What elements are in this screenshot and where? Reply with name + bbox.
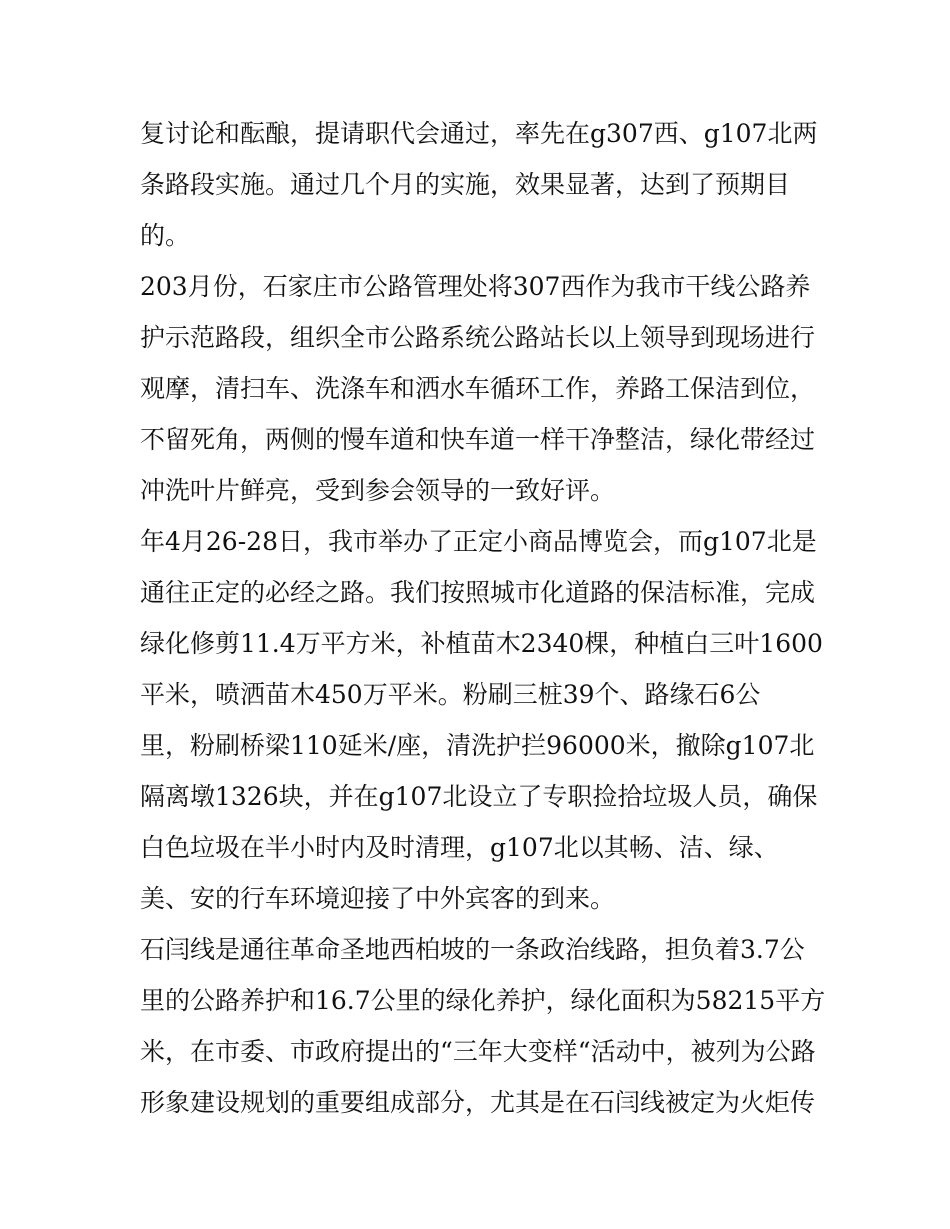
text-line: 平米，喷洒苗木450万平米。粉刷三桩39个、路缘石6公 [140, 680, 761, 709]
text-line: 里，粉刷桥梁110延米/座，清洗护拦96000米，撤除g107北 [140, 731, 815, 760]
text-line: 条路段实施。通过几个月的实施，效果显著，达到了预期目 [140, 170, 791, 199]
text-line: 白色垃圾在半小时内及时清理，g107北以其畅、洁、绿、 [140, 833, 779, 862]
text-line: 通往正定的必经之路。我们按照城市化道路的保洁标准，完成 [140, 578, 816, 607]
text-line: 冲洗叶片鲜亮，受到参会领导的一致好评。 [140, 476, 616, 505]
text-line: 隔离墩1326块，并在g107北设立了专职捡拾垃圾人员，确保 [140, 782, 818, 811]
text-line: 复讨论和酝酿，提请职代会通过，率先在g307西、g107北两 [140, 119, 818, 148]
text-line: 观摩，清扫车、洗涤车和洒水车循环工作，养路工保洁到位， [140, 374, 816, 403]
document-body [140, 108, 826, 1128]
text-line: 石闫线是通往革命圣地西柏坡的一条政治线路，担负着3.7公 [140, 935, 805, 964]
text-line: 绿化修剪11.4万平方米，补植苗木2340棵，种植白三叶1600 [140, 629, 823, 658]
text-line: 里的公路养护和16.7公里的绿化养护，绿化面积为58215平方 [140, 986, 826, 1015]
text-line: 护示范路段，组织全市公路系统公路站长以上领导到现场进行 [140, 323, 816, 352]
text-line: 不留死角，两侧的慢车道和快车道一样干净整洁，绿化带经过 [140, 425, 816, 454]
text-line: 203月份，石家庄市公路管理处将307西作为我市干线公路养 [140, 272, 811, 301]
text-line: 形象建设规划的重要组成部分，尤其是在石闫线被定为火炬传 [140, 1088, 816, 1117]
text-line: 米，在市委、市政府提出的“三年大变样“活动中，被列为公路 [140, 1037, 816, 1066]
text-line: 的。 [140, 221, 191, 250]
text-line: 美、安的行车环境迎接了中外宾客的到来。 [140, 884, 616, 913]
text-line: 年4月26-28日，我市举办了正定小商品博览会，而g107北是 [140, 527, 817, 556]
